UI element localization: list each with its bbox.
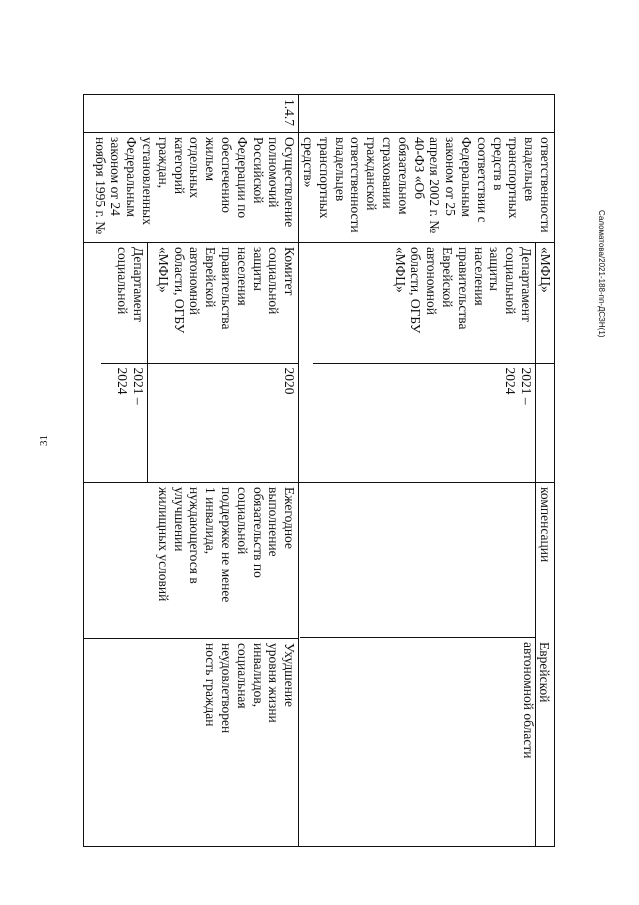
document-stamp: Саломатова/2021-188-пп-ДСЗН(1) <box>597 210 606 338</box>
result-cell: Ежегодное выполнение обязательств по социальной поддержке не менее 1 инвалида, нуждающегося в улучшении жилищных условий <box>84 483 299 639</box>
table-row <box>84 95 299 847</box>
years-cell: 2021 – 2024 <box>503 367 534 405</box>
row-number-cell <box>299 95 555 133</box>
executor-cell: Комитет социальной защиты населения правительства Еврейской автономной области, ОГБУ «МФЦ» <box>148 243 299 363</box>
executor-years-subtable <box>101 243 298 483</box>
result-indicator-cell <box>299 483 555 847</box>
measure-name-cell: Осуществление полномочий Российской Федерации по обеспечению жильем отдельных категорий граждан, установленных Федеральным законом от 24 ноября 1995 г. № <box>84 133 299 243</box>
risk-indicator-cell: Ухудшение уровня жизни инвалидов, социальная неудовлетворен ность граждан <box>84 639 299 847</box>
indicator-cell: Еврейской автономной области <box>521 642 552 759</box>
executor-years-subtable <box>313 243 554 483</box>
years-cell <box>536 363 555 483</box>
measures-table <box>83 94 555 847</box>
page-number: 31 <box>38 435 50 446</box>
executor-cell: Департамент социальной <box>101 243 148 363</box>
table-row <box>299 95 555 847</box>
measure-name-cell: ответственности владельцев транспортных средств в соответствии с Федеральным законом от 25 апреля 2002 г. № 40-ФЗ «Об обязательном страховании гражданской ответственности владельцев транспортных средств» <box>299 133 555 243</box>
row-number-cell: 1.4.7 <box>84 95 299 133</box>
result-cell: компенсации <box>535 483 554 846</box>
rotated-table-container <box>85 94 555 846</box>
executor-years-cell <box>299 243 555 483</box>
years-cell: 2021 – 2024 <box>115 367 147 405</box>
executor-cell: Департамент социальной защиты населения правительства Еврейской автономной области, ОГБУ «МФЦ» <box>313 243 536 363</box>
years-cell: 2020 <box>148 363 299 483</box>
executor-years-cell <box>84 243 299 483</box>
executor-cell: «МФЦ» <box>536 243 555 363</box>
